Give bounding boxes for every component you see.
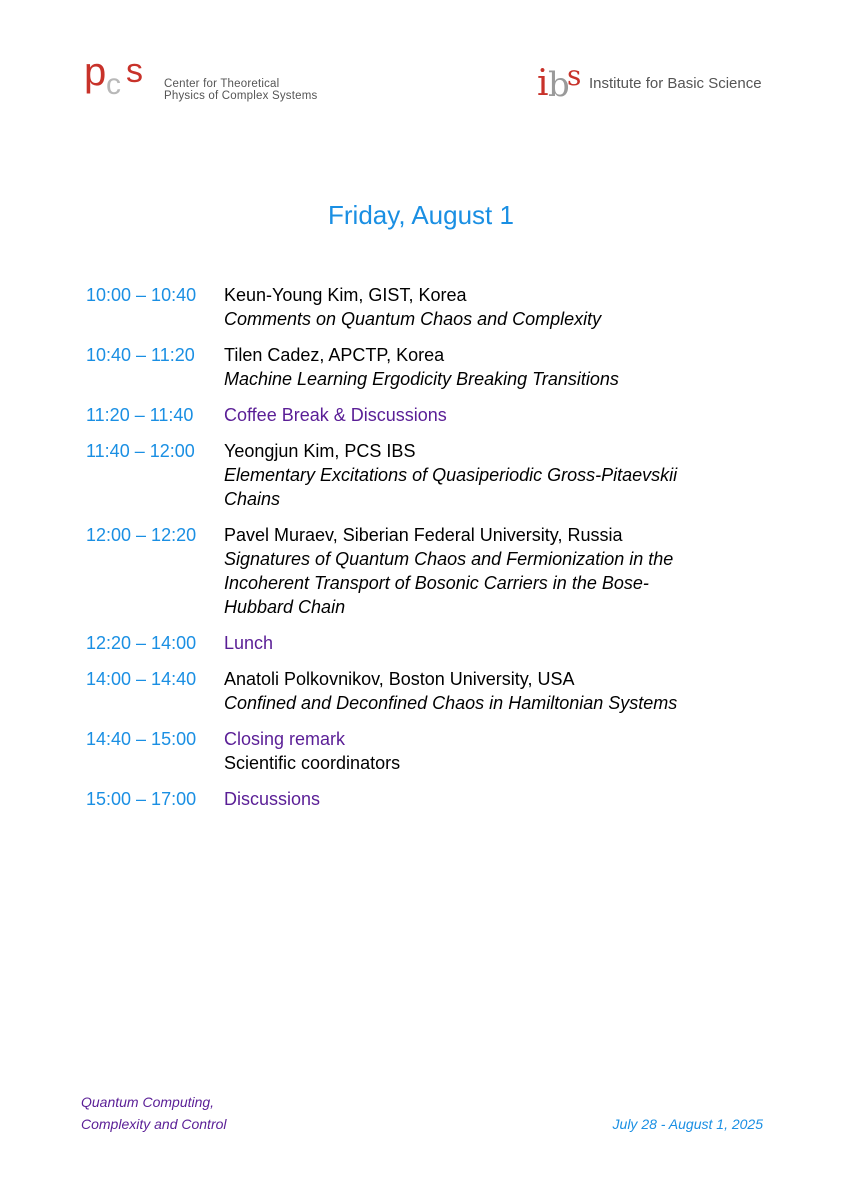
pcs-logo-letter-p: p: [84, 50, 107, 94]
schedule: [86, 283, 766, 823]
event-label: Lunch: [224, 633, 274, 653]
ibs-logo-letter-b: b: [548, 65, 570, 105]
event-label: Closing remark: [224, 729, 346, 749]
schedule-row: [86, 403, 766, 427]
schedule-content: [224, 787, 766, 811]
schedule-time: 11:20 – 11:40: [86, 405, 194, 425]
schedule-row: [86, 667, 766, 715]
talk-title-line: Confined and Deconfined Chaos in Hamiltonian Systems: [224, 693, 678, 713]
schedule-content: [224, 727, 766, 775]
talk-title-line: Signatures of Quantum Chaos and Fermionization in the: [224, 549, 674, 569]
schedule-content: [224, 523, 766, 619]
schedule-time: 11:40 – 12:00: [86, 441, 195, 461]
talk-title-line: Machine Learning Ergodicity Breaking Transitions: [224, 369, 619, 389]
schedule-time: 15:00 – 17:00: [86, 789, 197, 809]
schedule-content: [224, 403, 766, 427]
ibs-logo-letter-i: i: [537, 63, 549, 104]
ibs-logo-letter-s: s: [567, 59, 582, 92]
ibs-logo: [537, 60, 777, 108]
talk-title-line: Hubbard Chain: [224, 597, 346, 617]
schedule-content: [224, 439, 766, 511]
pcs-logo-letter-c: c: [106, 68, 121, 101]
schedule-time: 14:40 – 15:00: [86, 729, 197, 749]
footer-conference-name: [81, 1091, 227, 1135]
schedule-content: [224, 631, 766, 655]
pcs-logo-line1: Center for Theoretical: [164, 78, 280, 90]
footer-left-line1: Quantum Computing,: [81, 1094, 215, 1110]
ibs-logo-text: Institute for Basic Science: [589, 75, 762, 92]
footer-left-line2: Complexity and Control: [81, 1116, 227, 1132]
event-label: Coffee Break & Discussions: [224, 405, 447, 425]
pcs-logo-letter-s: s: [126, 52, 143, 90]
speaker: Yeongjun Kim, PCS IBS: [224, 441, 416, 461]
talk-title-line: Chains: [224, 489, 281, 509]
pcs-logo-text: [164, 78, 317, 102]
schedule-row: [86, 439, 766, 511]
schedule-time: 12:20 – 14:00: [86, 633, 197, 653]
footer-dates: July 28 - August 1, 2025: [612, 1116, 763, 1132]
pcs-logo-line2: Physics of Complex Systems: [164, 90, 318, 102]
schedule-time: 10:00 – 10:40: [86, 285, 197, 305]
schedule-row: [86, 631, 766, 655]
schedule-row: [86, 787, 766, 811]
talk-title-line: Elementary Excitations of Quasiperiodic Gross-Pitaevskii: [224, 465, 678, 485]
event-subtext: Scientific coordinators: [224, 753, 401, 773]
schedule-row: [86, 343, 766, 391]
page-title: Friday, August 1: [328, 200, 514, 230]
schedule-row: [86, 727, 766, 775]
schedule-time: 10:40 – 11:20: [86, 345, 195, 365]
event-label: Discussions: [224, 789, 321, 809]
schedule-row: [86, 523, 766, 619]
speaker: Pavel Muraev, Siberian Federal University, Russia: [224, 525, 623, 545]
talk-title-line: Incoherent Transport of Bosonic Carriers in the Bose-: [224, 573, 649, 593]
speaker: Keun-Young Kim, GIST, Korea: [224, 285, 467, 305]
schedule-row: [86, 283, 766, 331]
speaker: Anatoli Polkovnikov, Boston University, USA: [224, 669, 575, 689]
schedule-time: 12:00 – 12:20: [86, 525, 197, 545]
schedule-content: [224, 667, 766, 715]
talk-title-line: Comments on Quantum Chaos and Complexity: [224, 309, 602, 329]
schedule-time: 14:00 – 14:40: [86, 669, 197, 689]
schedule-content: [224, 343, 766, 391]
schedule-content: [224, 283, 766, 331]
speaker: Tilen Cadez, APCTP, Korea: [224, 345, 445, 365]
pcs-logo: [84, 50, 318, 104]
